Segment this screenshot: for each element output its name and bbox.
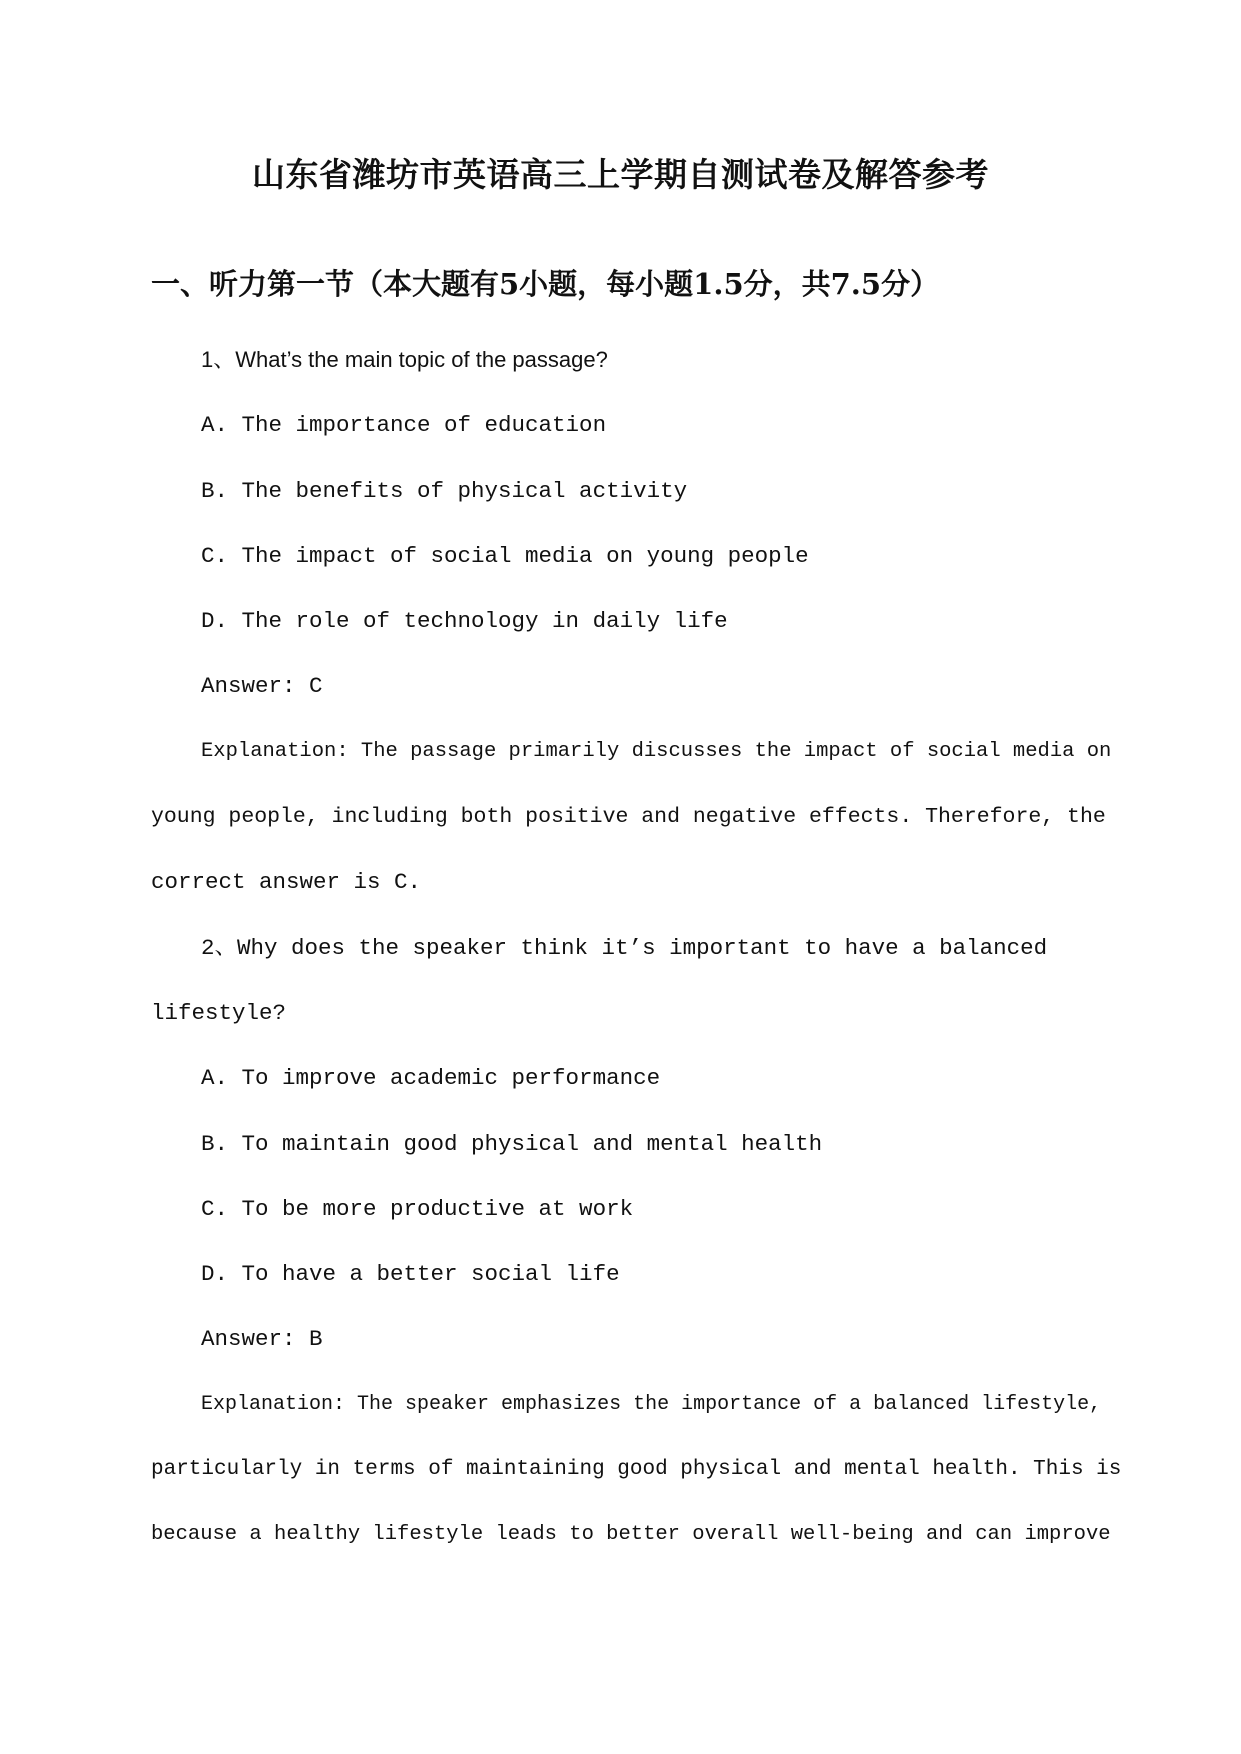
question-2-option-a: A. To improve academic performance bbox=[201, 1065, 661, 1092]
question-2-option-b: B. To maintain good physical and mental health bbox=[201, 1130, 823, 1157]
question-2-option-c: C. To be more productive at work bbox=[201, 1195, 634, 1222]
question-1 bbox=[151, 345, 1112, 933]
question-1-prompt: 1、What’s the main topic of the passage? bbox=[201, 347, 608, 372]
question-2-prompt-line-1: 2、Why does the speaker think it’s important to have a balanced bbox=[201, 934, 1048, 961]
question-1-explanation-line-2: young people, including both positive and negative effects. Therefore, the bbox=[151, 805, 1106, 830]
question-1-answer: Answer: C bbox=[201, 673, 323, 700]
question-1-option-d: D. The role of technology in daily life bbox=[201, 608, 728, 635]
section-heading: 一、听力第一节（本大题有5小题，每小题1.5分，共7.5分） bbox=[151, 267, 940, 301]
question-2 bbox=[151, 933, 1122, 1586]
question-2-prompt-line-2: lifestyle? bbox=[151, 999, 287, 1026]
question-2-explanation-line-1: Explanation: The speaker emphasizes the importance of a balanced lifestyle, bbox=[201, 1392, 1102, 1416]
question-2-answer: Answer: B bbox=[201, 1326, 323, 1353]
question-2-option-d: D. To have a better social life bbox=[201, 1261, 620, 1288]
question-1-option-b: B. The benefits of physical activity bbox=[201, 477, 688, 504]
questions-content bbox=[151, 345, 1122, 1586]
question-1-option-c: C. The impact of social media on young people bbox=[201, 542, 809, 569]
question-1-option-a: A. The importance of education bbox=[201, 412, 607, 439]
question-1-explanation-line-3: correct answer is C. bbox=[151, 869, 422, 896]
document-title: 山东省潍坊市英语高三上学期自测试卷及解答参考 bbox=[252, 155, 989, 194]
question-2-explanation-line-3: because a healthy lifestyle leads to better overall well-being and can improve bbox=[151, 1523, 1111, 1547]
question-1-explanation-line-1: Explanation: The passage primarily discusses the impact of social media on bbox=[201, 739, 1112, 763]
question-2-explanation-line-2: particularly in terms of maintaining good physical and mental health. This is bbox=[151, 1458, 1122, 1482]
